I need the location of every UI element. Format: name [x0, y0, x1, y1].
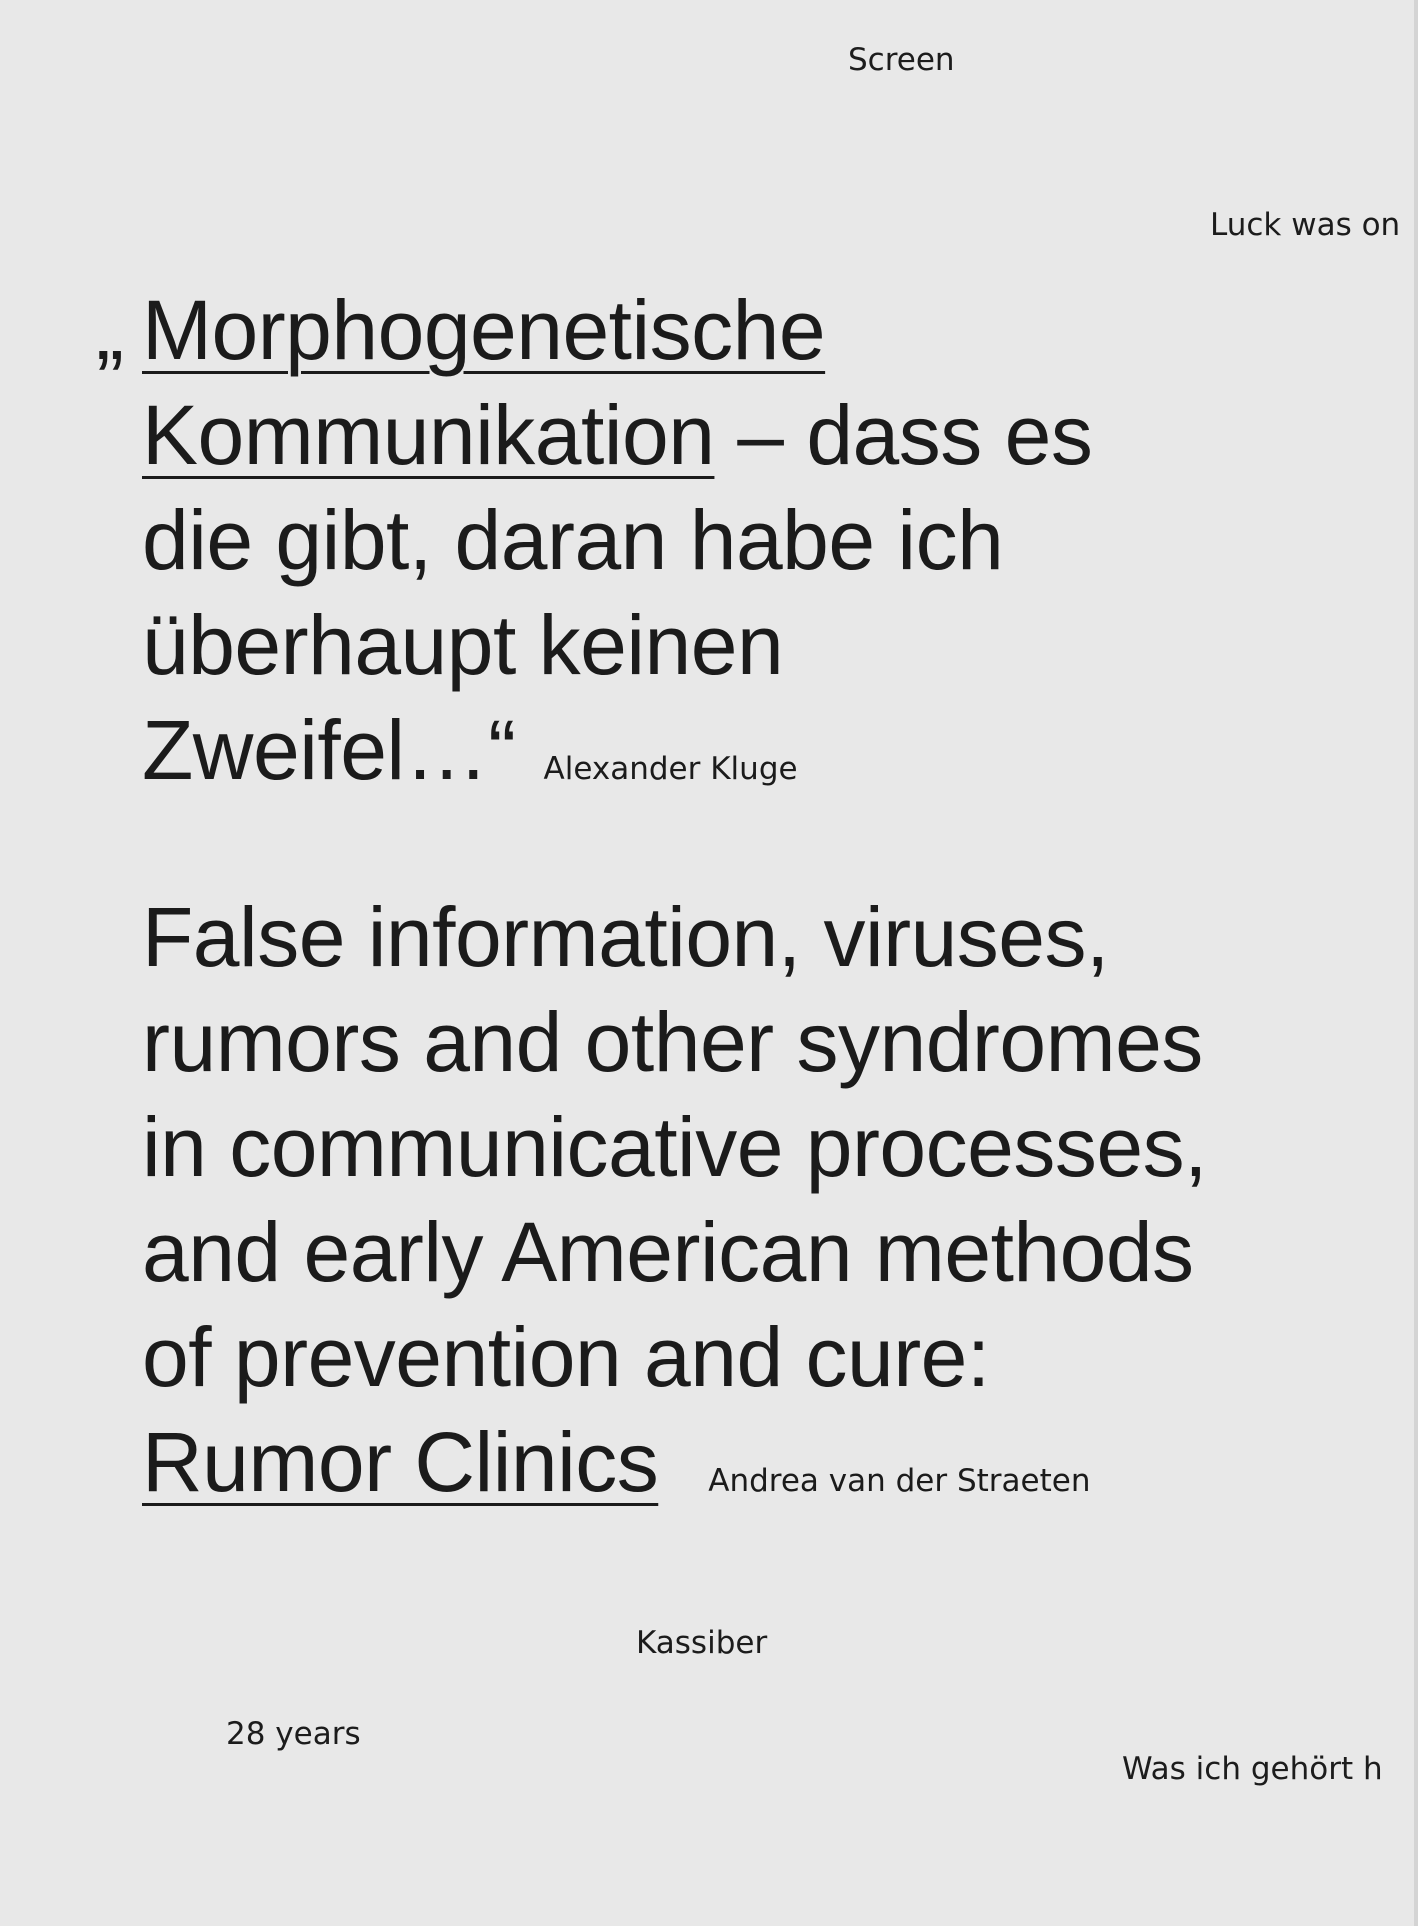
- bottom-right-label: Was ich gehört h: [1122, 1751, 1383, 1787]
- article-line-3: in communicative processes,: [142, 1100, 1207, 1194]
- cover-edge: [1414, 0, 1418, 1926]
- quote-title-part-1: Morphogenetische: [142, 283, 826, 377]
- article-title-emphasis: Rumor Clinics: [142, 1415, 659, 1509]
- quote-author: Alexander Kluge: [543, 751, 798, 787]
- top-right-label: Luck was on: [1210, 207, 1401, 243]
- quote-title-part-2: Kommunikation: [142, 388, 715, 482]
- quote-line-2-rest: – dass es: [714, 388, 1093, 482]
- article-author: Andrea van der Straeten: [708, 1463, 1091, 1499]
- bottom-center-label: Kassiber: [636, 1625, 768, 1661]
- article-line-2: rumors and other syndromes: [142, 995, 1203, 1089]
- top-label: Screen: [848, 42, 955, 78]
- opening-quote-mark: „: [96, 283, 124, 377]
- article-line-1: False information, viruses,: [142, 890, 1109, 984]
- article-line-5: of prevention and cure:: [142, 1310, 990, 1404]
- quote-line-5: [142, 698, 1092, 822]
- bottom-left-label: 28 years: [226, 1716, 361, 1752]
- quote-line-5-text: Zweifel…“: [142, 703, 516, 797]
- quote-line-2: [142, 383, 1092, 488]
- article-line-6: [142, 1410, 1207, 1534]
- quote-line-4: überhaupt keinen: [142, 598, 784, 692]
- quote-block: [96, 278, 1093, 822]
- article-line-4: and early American methods: [142, 1205, 1194, 1299]
- quote-line-3: die gibt, daran habe ich: [142, 493, 1004, 587]
- quote-line-1: [142, 278, 1092, 383]
- article-block: [142, 885, 1207, 1534]
